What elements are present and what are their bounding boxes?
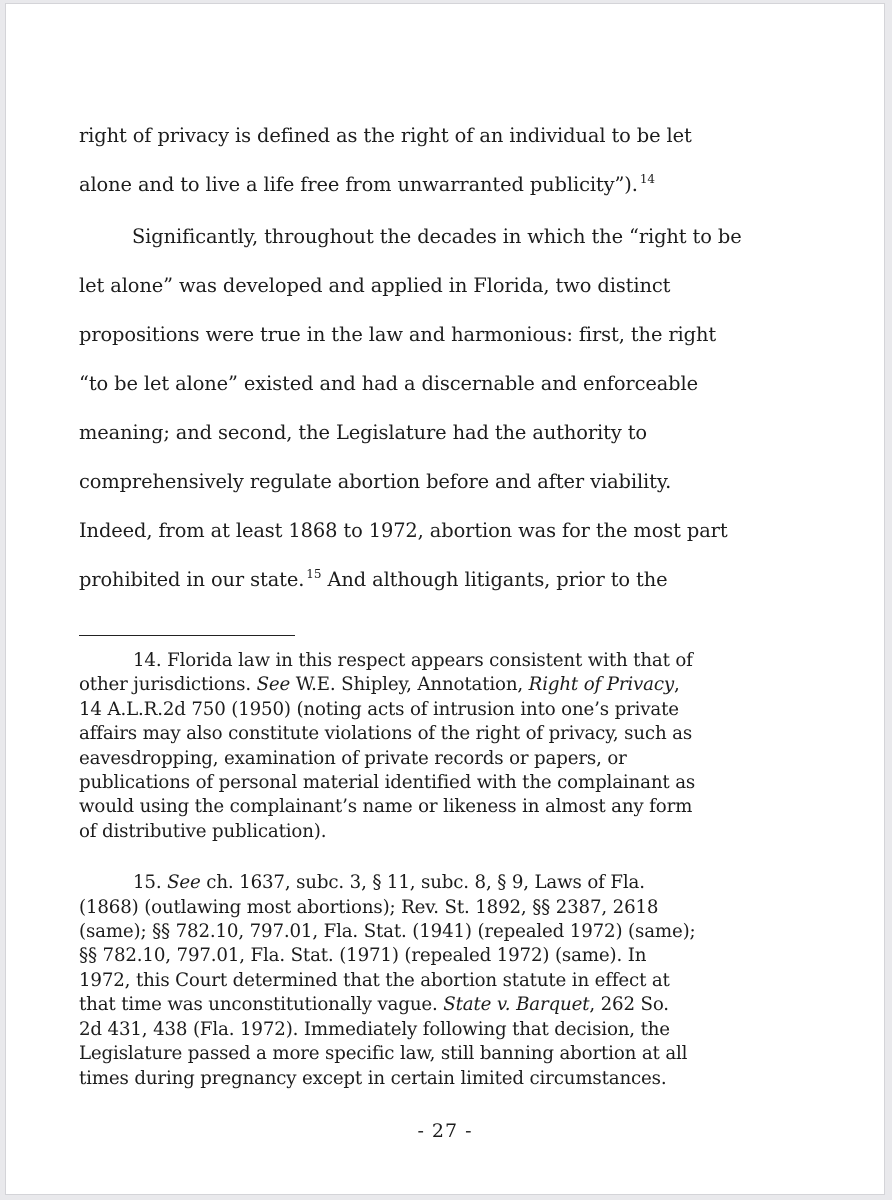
footnotes: [79, 649, 799, 1091]
footnote-14: [79, 649, 799, 844]
page-number: - 27 -: [417, 1120, 473, 1142]
body-line: right of privacy is defined as the right of an individual to be let: [79, 124, 692, 147]
footnote-ref-14[interactable]: 14: [639, 172, 655, 186]
body-line: meaning; and second, the Legislature had the authority to: [79, 421, 648, 444]
footnote-line: §§ 782.10, 797.01, Fla. Stat. (1971) (repealed 1972) (same). In: [79, 945, 647, 967]
footnote-separator: [79, 635, 295, 636]
body-line: alone and to live a life free from unwarranted publicity”). $^{14}$: [79, 172, 655, 196]
footnote-line: that time was unconstitutionally vague. State v. Barquet, 262 So.: [79, 994, 669, 1016]
footnote-line: 1972, this Court determined that the abortion statute in effect at: [79, 969, 670, 991]
footnote-ref-15[interactable]: 15: [306, 567, 322, 581]
body-line: “to be let alone” existed and had a discernable and enforceable: [79, 372, 698, 395]
body-paragraph-start: Significantly, throughout the decades in which the “right to be: [132, 225, 742, 248]
footnote-number: 14.: [133, 650, 162, 671]
footnote-line: Legislature passed a more specific law, still banning abortion at all: [79, 1043, 688, 1065]
body-text: [79, 111, 799, 607]
footnote-line: would using the complainant’s name or likeness in almost any form: [79, 796, 693, 818]
footnote-line: (1868) (outlawing most abortions); Rev. St. 1892, §§ 2387, 2618: [79, 896, 659, 918]
body-line: let alone” was developed and applied in Florida, two distinct: [79, 274, 671, 297]
footnote-line: 14 A.L.R.2d 750 (1950) (noting acts of intrusion into one’s private: [79, 698, 679, 720]
footnote-line: times during pregnancy except in certain limited circumstances.: [79, 1067, 667, 1089]
body-line: propositions were true in the law and harmonious: first, the right: [79, 323, 717, 346]
body-line: comprehensively regulate abortion before and after viability.: [79, 470, 672, 493]
footnote-number: 15.: [133, 872, 162, 894]
footnote-line: affairs may also constitute violations of the right of privacy, such as: [79, 723, 693, 745]
document-page: [5, 3, 885, 1195]
body-line: Indeed, from at least 1868 to 1972, abortion was for the most part: [79, 519, 728, 542]
footnote-line: other jurisdictions. See W.E. Shipley, Annotation, Right of Privacy,: [79, 674, 680, 696]
footnote-gap: [79, 844, 799, 871]
footnote-line: 2d 431, 438 (Fla. 1972). Immediately following that decision, the: [79, 1018, 670, 1040]
footnote-15: [79, 871, 799, 1091]
footnote-line: eavesdropping, examination of private records or papers, or: [79, 747, 627, 769]
footnote-line: (same); §§ 782.10, 797.01, Fla. Stat. (1941) (repealed 1972) (same);: [79, 921, 696, 943]
body-line: prohibited in our state. $^{15}$ And although litigants, prior to the: [79, 567, 668, 591]
footnote-line: of distributive publication).: [79, 820, 327, 842]
footnote-line: publications of personal material identified with the complainant as: [79, 772, 696, 794]
footnote-line: 14. Florida law in this respect appears consistent with that of: [133, 650, 693, 671]
footnote-line: 15. See ch. 1637, subc. 3, § 11, subc. 8, § 9, Laws of Fla.: [133, 872, 645, 894]
